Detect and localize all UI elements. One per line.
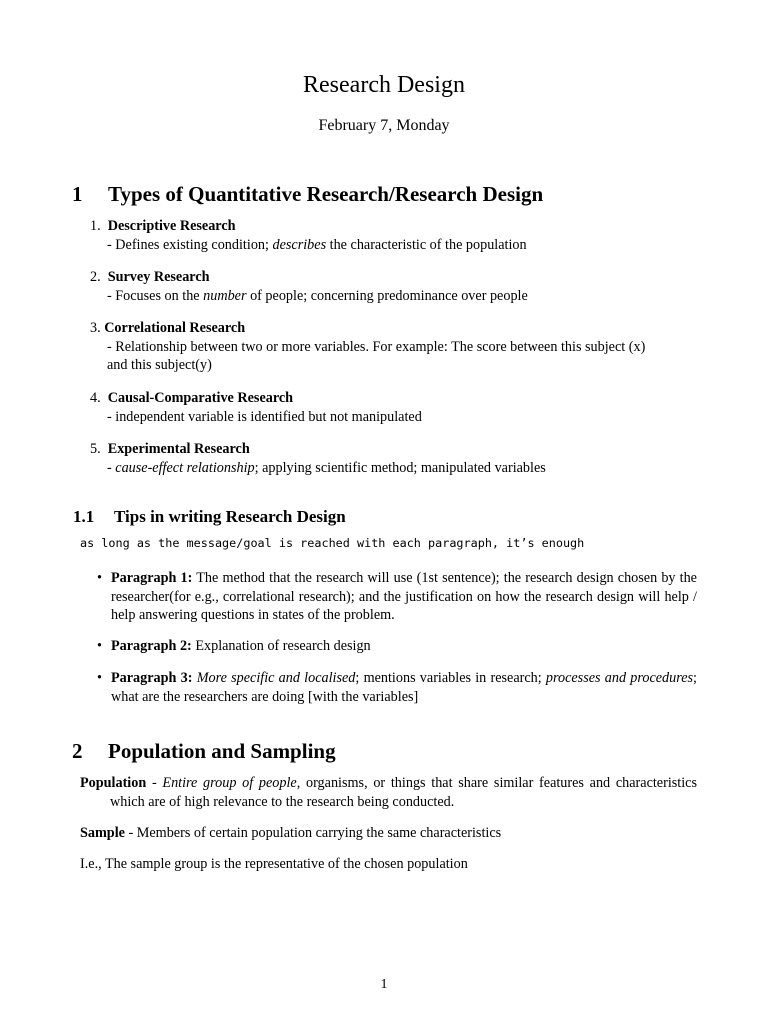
item-label: Causal-Comparative Research [107,390,294,406]
bullet-dot: • [97,670,102,686]
subsection-1-1-heading [73,507,346,527]
subsection-number: 1.1 [73,507,95,526]
list-item: 4. Causal-Comparative Research - independent variable is identified but not manipulated [90,390,422,425]
section-2-heading [72,739,336,764]
document-date: February 7, Monday [318,117,450,134]
sample-definition: Sample - Members of certain population carrying the same characteristics [80,825,502,841]
bullet-item: • Paragraph 3: More specific and localised; mentions variables in research; processes and procedures; what are the researchers are doing [with the variables] [97,670,697,705]
list-item: 2. Survey Research - Focuses on the number of people; concerning predominance over people [90,269,528,304]
item-label: Survey Research [107,269,210,285]
bullet-dot: • [97,570,102,586]
item-label: Experimental Research [107,441,250,457]
item-label: Correlational Research [104,320,246,336]
section-1-title: Types of Quantitative Research/Research Design [108,182,544,206]
bullet-dot: • [97,638,102,654]
list-item: 5. Experimental Research - cause-effect relationship; applying scientific method; manipulated variables [90,441,546,476]
document-title: Research Design [303,72,465,98]
section-2-number: 2 [72,739,83,763]
list-item: 3. Correlational Research - Relationship between two or more variables. For example: The score between this subject (x) and this subject(y) [90,320,646,373]
section-2-title: Population and Sampling [108,739,336,763]
subsection-title: Tips in writing Research Design [114,507,346,526]
page-number: 1 [380,977,388,992]
section-1-number: 1 [72,182,83,206]
bullet-item: • Paragraph 2: Explanation of research design [97,638,371,654]
tips-note: as long as the message/goal is reached with each paragraph, it’s enough [80,536,585,550]
bullet-item: • Paragraph 1: The method that the research will use (1st sentence); the research design chosen by the researcher(for e.g., correlational research); and the justification on how the research design will help / help answering questions in states of the problem. [97,570,697,623]
item-label: Descriptive Research [107,218,236,234]
section-1-heading [72,182,543,207]
list-item: 1. Descriptive Research - Defines existing condition; describes the characteristic of the population [90,218,527,253]
ie-statement: I.e., The sample group is the representative of the chosen population [80,856,468,872]
population-definition: Population - Entire group of people, organisms, or things that share similar features and characteristics which are of high relevance to the research being conducted. [80,775,697,810]
